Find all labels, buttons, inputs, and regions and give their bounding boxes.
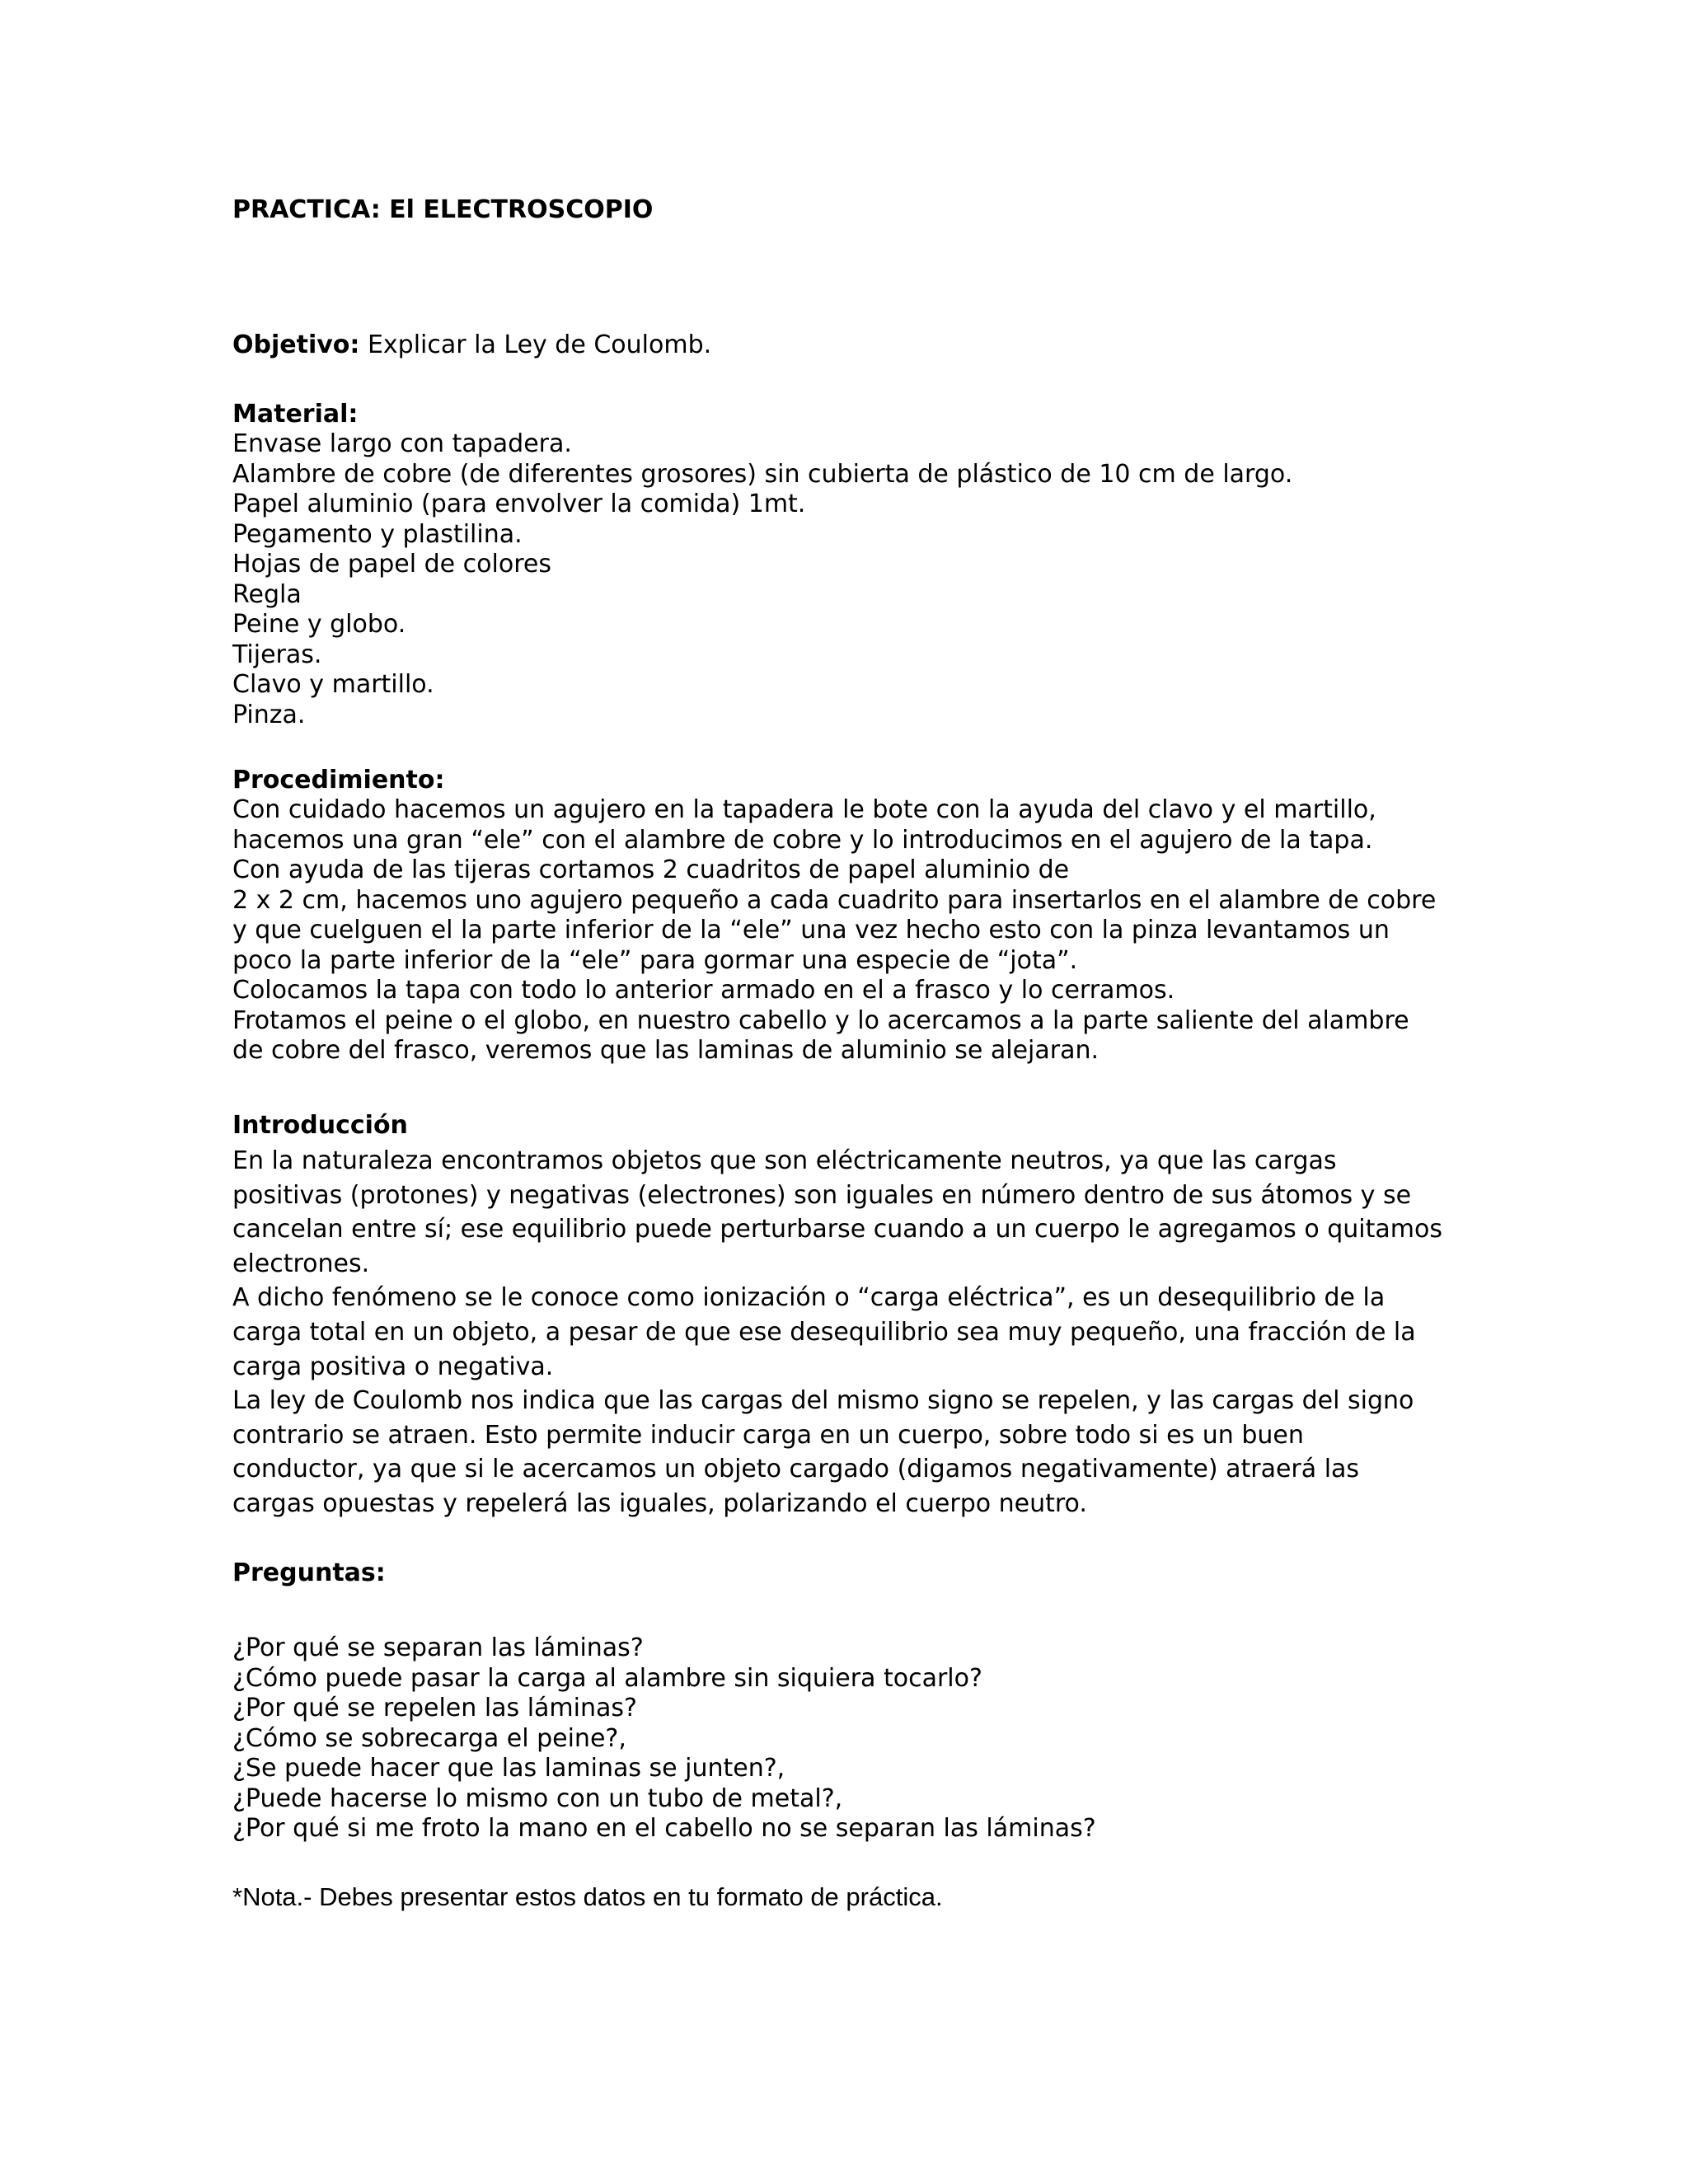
procedure-line: Con cuidado hacemos un agujero en la tapadera le bote con la ayuda del clavo y el martillo, bbox=[232, 795, 1376, 824]
document-page bbox=[232, 0, 1485, 2184]
introduction-section bbox=[232, 1109, 1442, 1521]
introduction-text bbox=[232, 1144, 1442, 1521]
introduction-line: electrones. bbox=[232, 1249, 370, 1278]
objective-label: Objetivo: bbox=[232, 330, 360, 359]
material-item: Hojas de papel de colores bbox=[232, 550, 551, 579]
document-title: PRACTICA: El ELECTROSCOPIO bbox=[232, 195, 654, 224]
question-item: ¿Cómo se sobrecarga el peine?, bbox=[232, 1723, 626, 1753]
introduction-line: En la naturaleza encontramos objetos que son eléctricamente neutros, ya que las cargas bbox=[232, 1146, 1337, 1175]
questions-heading: Preguntas: bbox=[232, 1558, 386, 1587]
material-item: Pegamento y plastilina. bbox=[232, 519, 523, 549]
introduction-line: carga total en un objeto, a pesar de que ese desequilibrio sea muy pequeño, una fracción de la bbox=[232, 1317, 1416, 1347]
question-item: ¿Puede hacerse lo mismo con un tubo de metal?, bbox=[232, 1783, 843, 1813]
material-item: Peine y globo. bbox=[232, 610, 406, 639]
objective-text: Explicar la Ley de Coulomb. bbox=[367, 330, 712, 359]
material-item: Tijeras. bbox=[232, 640, 322, 669]
introduction-line: conductor, ya que si le acercamos un objeto cargado (digamos negativamente) atraerá las bbox=[232, 1455, 1360, 1484]
question-item: ¿Se puede hacer que las laminas se junten?, bbox=[232, 1754, 785, 1783]
material-item: Regla bbox=[232, 579, 302, 609]
introduction-line: contrario se atraen. Esto permite inducir carga en un cuerpo, sobre todo si es un buen bbox=[232, 1420, 1304, 1450]
questions-list bbox=[232, 1633, 1096, 1844]
material-item: Papel aluminio (para envolver la comida) 1mt. bbox=[232, 490, 806, 518]
introduction-line: cancelan entre sí; ese equilibrio puede perturbarse cuando a un cuerpo le agregamos o quitamos bbox=[232, 1215, 1442, 1244]
procedure-line: hacemos una gran “ele” con el alambre de cobre y lo introducimos en el agujero de la tapa. bbox=[232, 825, 1373, 855]
procedure-line: Frotamos el peine o el globo, en nuestro cabello y lo acercamos a la parte saliente del alambre bbox=[232, 1005, 1409, 1035]
procedure-line: 2 x 2 cm, hacemos uno agujero pequeño a cada cuadrito para insertarlos en el alambre de cobre bbox=[232, 885, 1437, 915]
introduction-line: cargas opuestas y repelerá las iguales, polarizando el cuerpo neutro. bbox=[232, 1488, 1087, 1518]
procedure-text bbox=[232, 795, 1436, 1066]
procedure-line: poco la parte inferior de la “ele” para gormar una especie de “jota”. bbox=[232, 945, 1078, 975]
question-item: ¿Por qué se separan las láminas? bbox=[232, 1633, 644, 1662]
question-item: ¿Cómo puede pasar la carga al alambre sin siquiera tocarlo? bbox=[232, 1663, 982, 1693]
procedure-heading: Procedimiento: bbox=[232, 766, 445, 794]
note-text: *Nota.- Debes presentar estos datos en tu formato de práctica. bbox=[232, 1882, 943, 1911]
material-item: Envase largo con tapadera. bbox=[232, 429, 572, 458]
introduction-heading: Introducción bbox=[232, 1111, 408, 1140]
introduction-line: A dicho fenómeno se le conoce como ionización o “carga eléctrica”, es un desequilibrio de la bbox=[232, 1283, 1386, 1313]
procedure-line: y que cuelguen el la parte inferior de la “ele” una vez hecho esto con la pinza levantamos un bbox=[232, 916, 1390, 944]
introduction-line: positivas (protones) y negativas (electrones) son iguales en número dentro de sus átomos y se bbox=[232, 1180, 1412, 1210]
introduction-line: carga positiva o negativa. bbox=[232, 1352, 554, 1381]
material-list bbox=[232, 429, 1292, 730]
question-item: ¿Por qué se repelen las láminas? bbox=[232, 1694, 637, 1722]
procedure-line: de cobre del frasco, veremos que las laminas de aluminio se alejaran. bbox=[232, 1036, 1100, 1065]
material-item: Alambre de cobre (de diferentes grosores) sin cubierta de plástico de 10 cm de largo. bbox=[232, 459, 1293, 489]
procedure-line: Colocamos la tapa con todo lo anterior armado en el a frasco y lo cerramos. bbox=[232, 976, 1175, 1005]
objective-paragraph bbox=[232, 330, 711, 361]
procedure-line: Con ayuda de las tijeras cortamos 2 cuadritos de papel aluminio de bbox=[232, 855, 1070, 884]
procedure-section bbox=[232, 765, 1436, 1066]
material-heading: Material: bbox=[232, 400, 359, 429]
material-item: Clavo y martillo. bbox=[232, 670, 434, 699]
question-item: ¿Por qué si me froto la mano en el cabello no se separan las láminas? bbox=[232, 1814, 1096, 1843]
introduction-line: La ley de Coulomb nos indica que las cargas del mismo signo se repelen, y las cargas del signo bbox=[232, 1386, 1414, 1416]
material-item: Pinza. bbox=[232, 700, 306, 729]
material-section bbox=[232, 399, 1292, 730]
